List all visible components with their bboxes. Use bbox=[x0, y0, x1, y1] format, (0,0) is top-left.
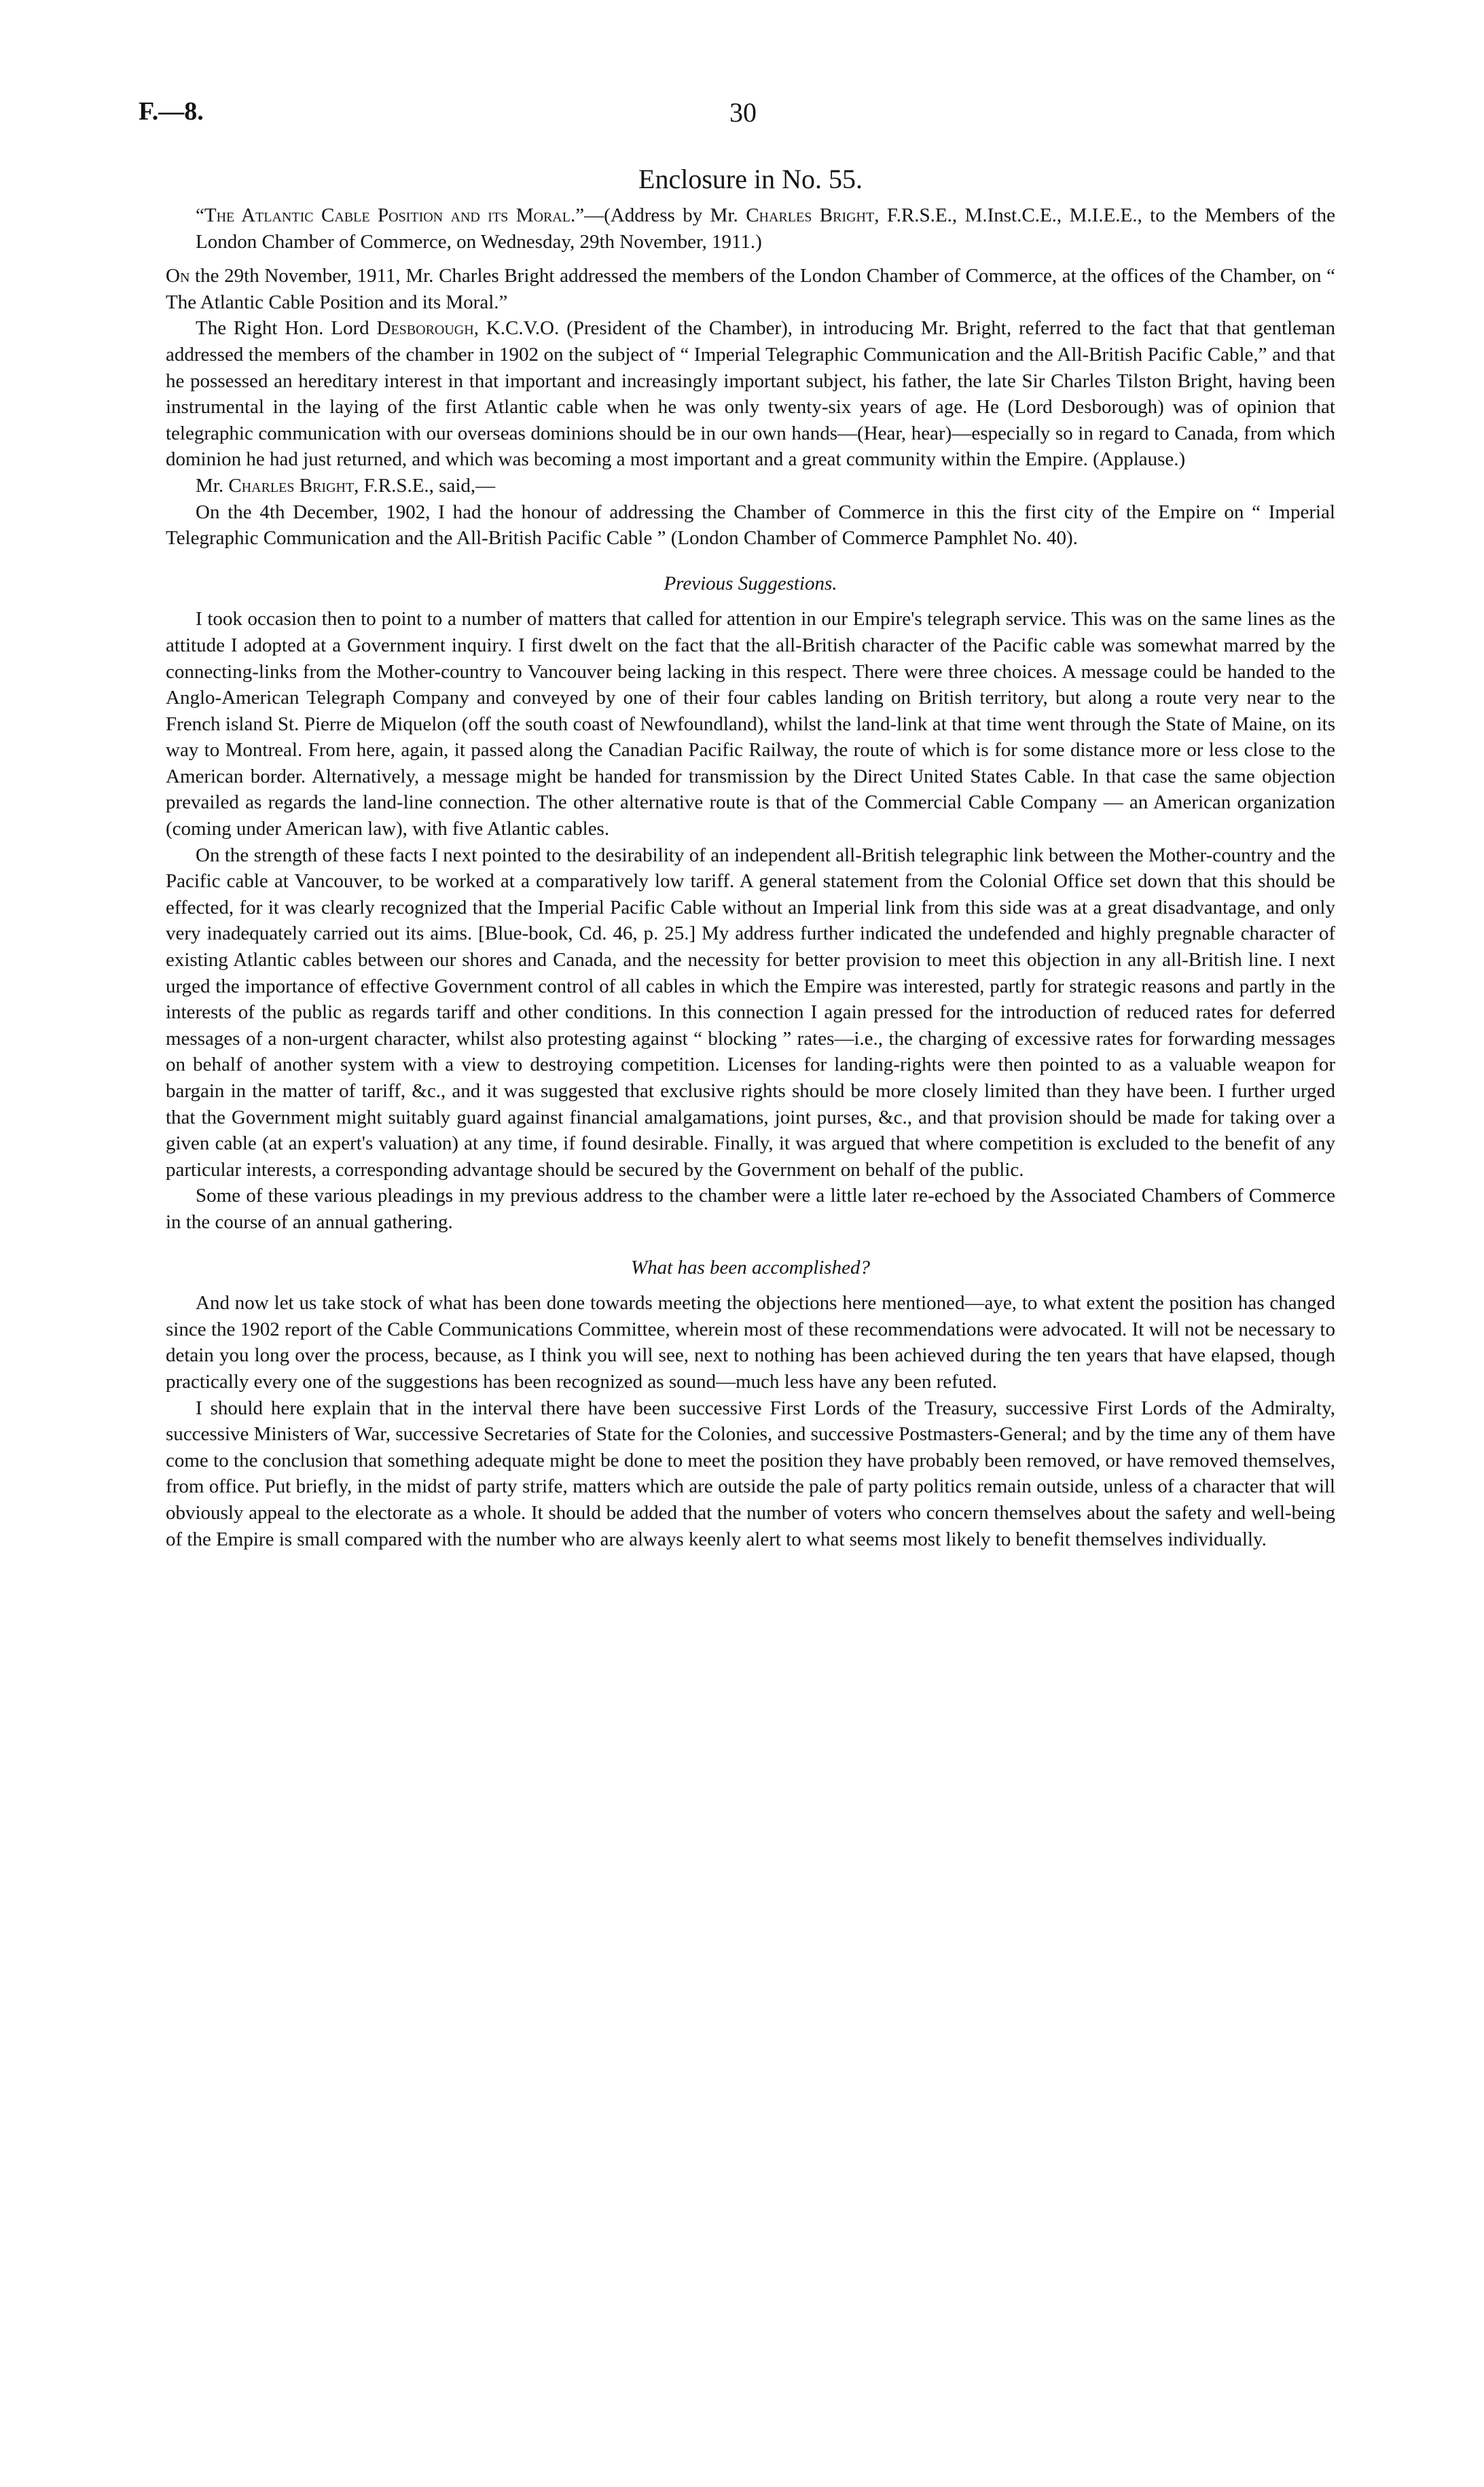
speaker-name: Charles Bright bbox=[746, 204, 875, 226]
enclosure-title: Enclosure in No. 55. bbox=[638, 164, 863, 194]
president-pre: The Right Hon. Lord bbox=[196, 317, 377, 340]
document-body bbox=[166, 163, 1335, 1552]
section-heading-what-has-been-accomplished: What has been accomplished? bbox=[631, 1256, 870, 1278]
paragraph: On the strength of these facts I next pointed to the desirability of an independent all-British telegraphic link between the Mother-country and the Pacific cable at Vancouver, to be worked at a comparatively low tariff. A general statement from the Colonial Office set down that this should be effected, for it was clearly recognized that the Imperial Pacific Cable without an Imperial link from this side was at a great disadvantage, and only very inadequately carried out its aims. [Blue-book, Cd. 46, p. 25.] My address further indicated the undefended and highly pregnable character of existing Atlantic cables between our shores and Canada, and the necessity for better provision to meet this objection in any all-British line. I next urged the importance of effective Government control of all cables in which the Empire was interested, partly for strategic reasons and partly in the interests of the public as regards tariff and other conditions. In this connection I again pressed for the introduction of reduced rates for deferred messages of a non-urgent character, whilst also protesting against “ blocking ” rates—i.e., the charging of excessive rates for forwarding messages on behalf of another system with a view to destroying competition. Licenses for landing-rights were then pointed to as a valuable weapon for bargain in the matter of tariff, &c., and it was suggested that exclusive rights should be more closely limited than they have been. I further urged that the Government might suitably guard against financial amalgamations, joint purses, &c., and that provision should be made for taking over a given cable (at an expert's valuation) at any time, if found desirable. Finally, it was argued that where competition is excluded to the benefit of any particular interests, a corresponding advantage should be secured by the Government on behalf of the public. bbox=[166, 844, 1335, 1181]
paragraph: On the 4th December, 1902, I had the honour of addressing the Chamber of Commerce in this the first city of the Empire on “ Imperial Telegraphic Communication and the All-British Pacific Cable ” (London Chamber of Commerce Pamphlet No. 40). bbox=[166, 501, 1335, 550]
enclosure-heading bbox=[166, 202, 1335, 255]
page-header bbox=[139, 96, 1335, 137]
said-pre: Mr. bbox=[196, 474, 229, 497]
said-name: Charles Bright bbox=[228, 474, 355, 497]
paragraph: I should here explain that in the interval there have been successive First Lords of the Treasury, successive First Lords of the Admiralty, successive Ministers of War, successive Secretaries of State for the Colonies, and successive Postmasters-General; and by the time any of them have come to the conclusion that something adequate might be done to meet the position they have probably been removed, or have removed themselves, from office. Put briefly, in the midst of party strife, matters which are outside the pale of party politics remain outside, unless of a character that will obviously appeal to the electorate as a whole. It should be added that the number of voters who concern themselves about the safety and well-being of the Empire is small compared with the number who are always keenly alert to what seems most likely to benefit themselves individually. bbox=[166, 1397, 1335, 1550]
intro-text: the 29th November, 1911, Mr. Charles Bright addressed the members of the London Chamber of Commerce, at the offices of the Chamber, on “ The Atlantic Cable Position and its Moral.” bbox=[166, 265, 1335, 313]
address-subject: The Atlantic Cable Position and its Moral. bbox=[204, 204, 576, 226]
said-text: , F.R.S.E., said,— bbox=[354, 474, 496, 497]
document-page bbox=[139, 0, 1335, 2487]
president-paragraph bbox=[166, 315, 1335, 473]
president-name: Desborough bbox=[376, 317, 474, 340]
president-text: , K.C.V.O. (President of the Chamber), in introducing Mr. Bright, referred to the fact that that gentleman addressed the members of the chamber in 1902 on the subject of “ Imperial Telegraphic Communication and the All-British Pacific Cable,” and that he possessed an hereditary interest in that important and increasingly important subject, his father, the late Sir Charles Tilston Bright, having been instrumental in the laying of the first Atlantic cable when he was only twenty-six years of age. He (Lord Desborough) was of opinion that telegraphic communication with our overseas dominions should be in our own hands—(Hear, hear)—especially so in regard to Canada, from which dominion he had just returned, and which was becoming a most important and a great community within the Empire. (Applause.) bbox=[166, 317, 1335, 471]
intro-paragraph bbox=[166, 263, 1335, 315]
page-number: 30 bbox=[729, 97, 757, 128]
paragraph: Some of these various pleadings in my previous address to the chamber were a little later re-echoed by the Associated Chambers of Commerce in the course of an annual gathering. bbox=[166, 1185, 1335, 1233]
said-line bbox=[166, 473, 1335, 499]
paragraph: And now let us take stock of what has been done towards meeting the objections here mentioned—aye, to what extent the position has changed since the 1902 report of the Cable Communications Committee, wherein most of these recommendations were advocated. It will not be necessary to detain you long over the process, because, as I think you will see, next to nothing has been achieved during the ten years that have elapsed, though practically every one of the suggestions has been recognized as sound—much less have any been refuted. bbox=[166, 1292, 1335, 1393]
intro-on: On bbox=[166, 265, 190, 287]
open-quote: “ bbox=[196, 204, 204, 226]
paragraph: I took occasion then to point to a number of matters that called for attention in our Empire's telegraph service. This was on the same lines as the attitude I adopted at a Government inquiry. I first dwelt on the fact that the all-British character of the Pacific cable was somewhat marred by the connecting-links from the Mother-country to Vancouver being lacking in this respect. There were three choices. A message could be handed to the Anglo-American Telegraph Company and conveyed by one of their four cables landing on British territory, but along a route very near to the French island St. Pierre de Miquelon (off the south coast of Newfoundland), whilst the land-link at that time went through the State of Maine, on its way to Montreal. From here, again, it passed along the Canadian Pacific Railway, the route of which is for some distance more or less close to the American border. Alternatively, a message might be handed for transmission by the Direct United States Cable. In that case the same objection prevailed as regards the land-line connection. The other alternative route is that of the Commercial Cable Company — an American organization (coming under American law), with five Atlantic cables. bbox=[166, 608, 1335, 840]
heading-mid: ”—(Address by Mr. bbox=[575, 204, 746, 226]
section-heading-previous-suggestions: Previous Suggestions. bbox=[664, 572, 837, 594]
document-code: F.—8. bbox=[139, 97, 204, 126]
heading-rest: , F.R.S.E., M.Inst.C.E., M.I.E.E., to the Members of the London Chamber of Commerce, on Wednesday, 29th November, 1911.) bbox=[196, 204, 1335, 253]
